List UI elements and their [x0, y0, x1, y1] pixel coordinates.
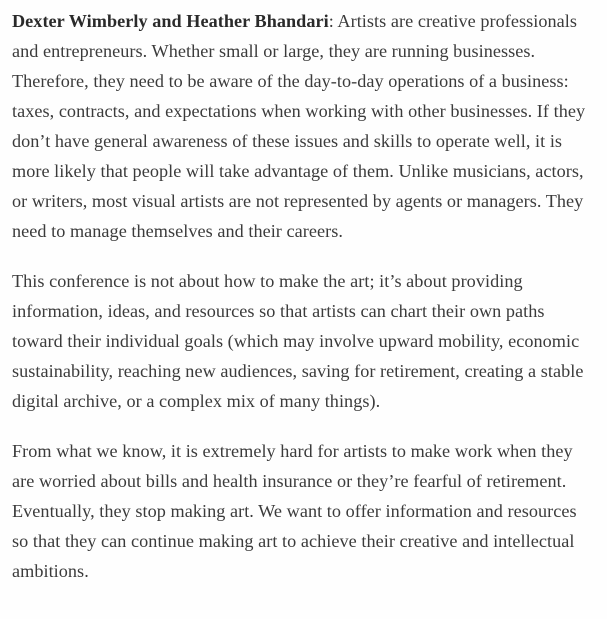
paragraph-artist-support: From what we know, it is extremely hard for artists to make work when they are worried about bills and health insurance or they’re fearful of retirement. Eventually, they stop making art. We want to offer information and resources so that they can continue making art to achieve their creative and intellectual ambitions.	[12, 441, 577, 581]
paragraph-intro	[12, 6, 597, 246]
speaker-names: Dexter Wimberly and Heather Bhandari	[12, 11, 329, 31]
paragraph-intro-text: : Artists are creative professionals and entrepreneurs. Whether small or large, they are running businesses. Therefore, they need to be aware of the day-to-day operations of a business: taxes, contracts, and expectations when working with other businesses. If they don’t have general awareness of these issues and skills to operate well, it is more likely that people will take advantage of them. Unlike musicians, actors, or writers, most visual artists are not represented by agents or managers. They need to manage themselves and their careers.	[12, 11, 586, 241]
paragraph-conference-purpose: This conference is not about how to make the art; it’s about providing information, ideas, and resources so that artists can chart their own paths toward their individual goals (which may involve upward mobility, economic sustainability, reaching new audiences, saving for retirement, creating a stable digital archive, or a complex mix of many things).	[12, 271, 584, 411]
